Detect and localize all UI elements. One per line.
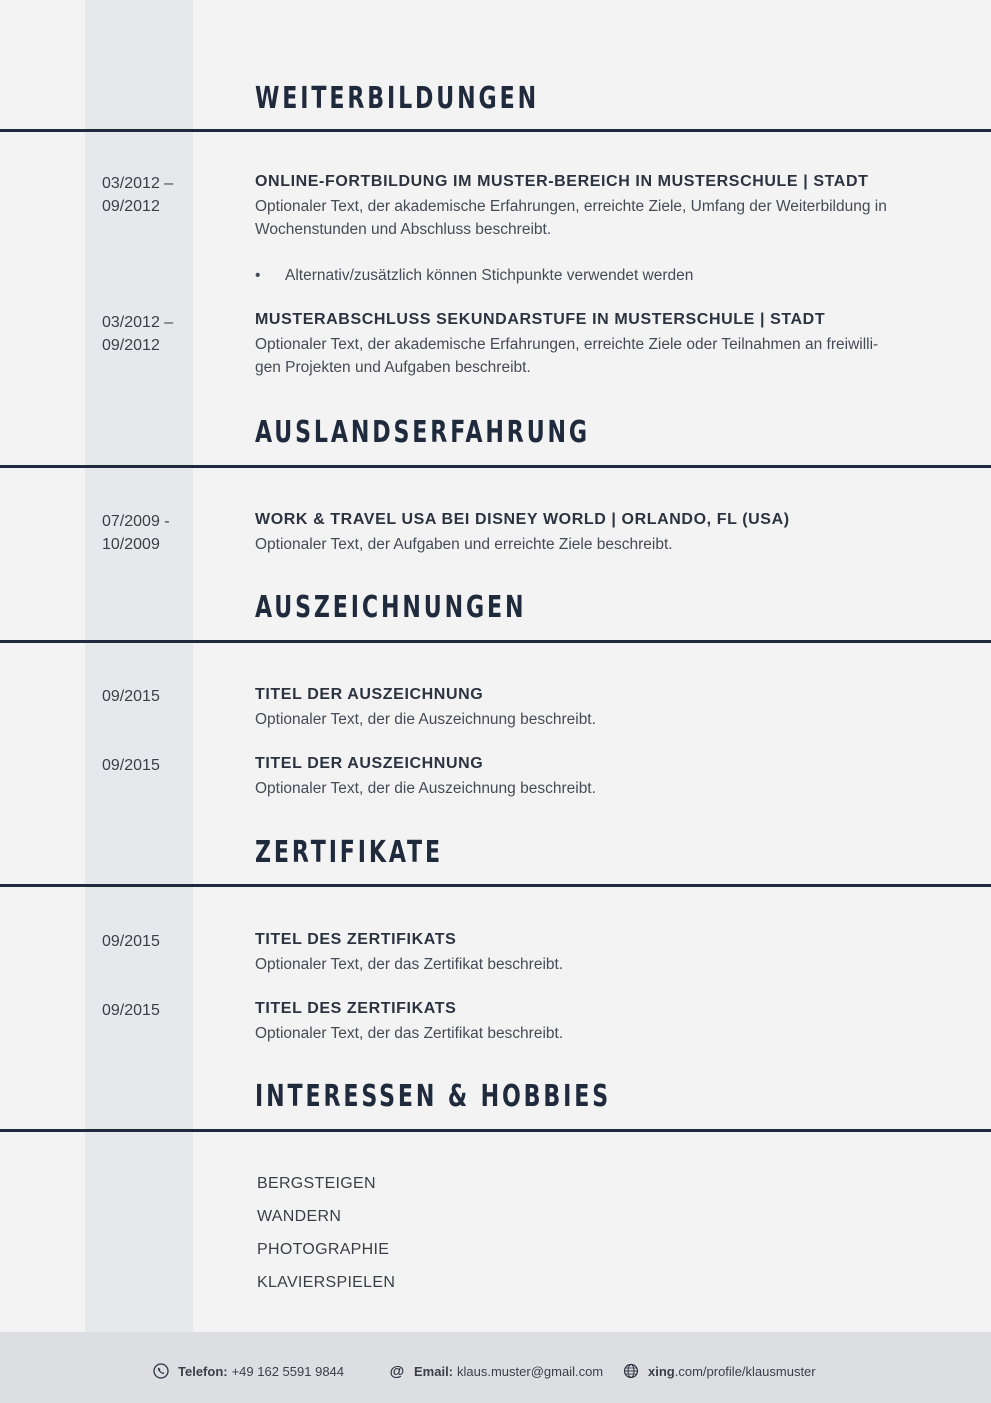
entry-title: TITEL DER AUSZEICHNUNG (255, 755, 484, 772)
entry-title: TITEL DES ZERTIFIKATS (255, 931, 457, 948)
entry-date: 09/2015 (102, 757, 160, 774)
entry-title: ONLINE-FORTBILDUNG IM MUSTER-BEREICH IN MUSTERSCHULE | STADT (255, 173, 869, 190)
phone-label: Telefon: (178, 1363, 228, 1379)
entry-description (255, 195, 925, 241)
bullet-item (255, 264, 693, 287)
phone-icon (152, 1362, 170, 1380)
entry-description: Optionaler Text, der die Auszeichnung beschreibt. (255, 711, 596, 728)
entry-description (255, 333, 925, 379)
entry-date-to: 10/2009 (102, 536, 160, 553)
bullet-dot-icon: • (255, 267, 261, 284)
at-sign-icon: @ (389, 1362, 405, 1380)
entry-title: TITEL DER AUSZEICHNUNG (255, 686, 484, 703)
hobby-item: WANDERN (257, 1208, 342, 1225)
section-rule (0, 640, 991, 643)
entry-date-from: 03/2012 – (102, 314, 174, 331)
bullet-text: Alternativ/zusätzlich können Stichpunkte verwendet werden (285, 267, 694, 284)
hobby-item: PHOTOGRAPHIE (257, 1241, 390, 1258)
entry-date-to: 09/2012 (102, 337, 160, 354)
entry-date-from: 03/2012 – (102, 175, 174, 192)
section-title-auszeichnungen: AUSZEICHNUNGEN (255, 590, 527, 625)
entry-description-line: gen Projekten und Aufgaben beschreibt. (255, 359, 531, 376)
footer-xing[interactable] (622, 1362, 816, 1380)
entry-description-line: Optionaler Text, der akademische Erfahrungen, erreichte Ziele, Umfang der Weiterbildung in (255, 198, 887, 215)
contact-footer (0, 1332, 991, 1403)
xing-value: .com/profile/klausmuster (674, 1363, 816, 1379)
email-value: klaus.muster@gmail.com (457, 1363, 604, 1379)
hobby-item: BERGSTEIGEN (257, 1175, 376, 1192)
entry-description: Optionaler Text, der Aufgaben und erreichte Ziele beschreibt. (255, 536, 673, 553)
section-rule (0, 129, 991, 132)
email-label: Email: (414, 1363, 454, 1379)
entry-date: 09/2015 (102, 688, 160, 705)
entry-date-from: 07/2009 - (102, 513, 170, 530)
xing-label: xing (648, 1363, 675, 1379)
entry-description: Optionaler Text, der die Auszeichnung beschreibt. (255, 780, 596, 797)
section-title-zertifikate: ZERTIFIKATE (255, 835, 443, 870)
entry-description: Optionaler Text, der das Zertifikat beschreibt. (255, 956, 564, 973)
entry-date: 09/2015 (102, 1002, 160, 1019)
section-title-auslandserfahrung: AUSLANDSERFAHRUNG (255, 415, 590, 450)
footer-email[interactable] (388, 1362, 603, 1380)
section-rule (0, 884, 991, 887)
entry-date: 09/2015 (102, 933, 160, 950)
hobby-item: KLAVIERSPIELEN (257, 1274, 396, 1291)
entry-title: WORK & TRAVEL USA BEI DISNEY WORLD | ORLANDO, FL (USA) (255, 511, 790, 528)
section-rule (0, 465, 991, 468)
section-title-weiterbildungen: WEITERBILDUNGEN (255, 81, 539, 116)
footer-phone[interactable] (152, 1362, 344, 1380)
entry-date-to: 09/2012 (102, 198, 160, 215)
globe-icon (622, 1362, 640, 1380)
entry-title: MUSTERABSCHLUSS SEKUNDARSTUFE IN MUSTERSCHULE | STADT (255, 311, 826, 328)
section-title-hobbies: INTERESSEN & HOBBIES (255, 1079, 612, 1114)
entry-title: TITEL DES ZERTIFIKATS (255, 1000, 457, 1017)
phone-value: +49 162 5591 9844 (231, 1363, 345, 1379)
entry-description-line: Wochenstunden und Abschluss beschreibt. (255, 221, 552, 238)
entry-description-line: Optionaler Text, der akademische Erfahrungen, erreichte Ziele oder Teilnahmen an freiwilli- (255, 336, 879, 353)
entry-description: Optionaler Text, der das Zertifikat beschreibt. (255, 1025, 564, 1042)
section-rule (0, 1129, 991, 1132)
